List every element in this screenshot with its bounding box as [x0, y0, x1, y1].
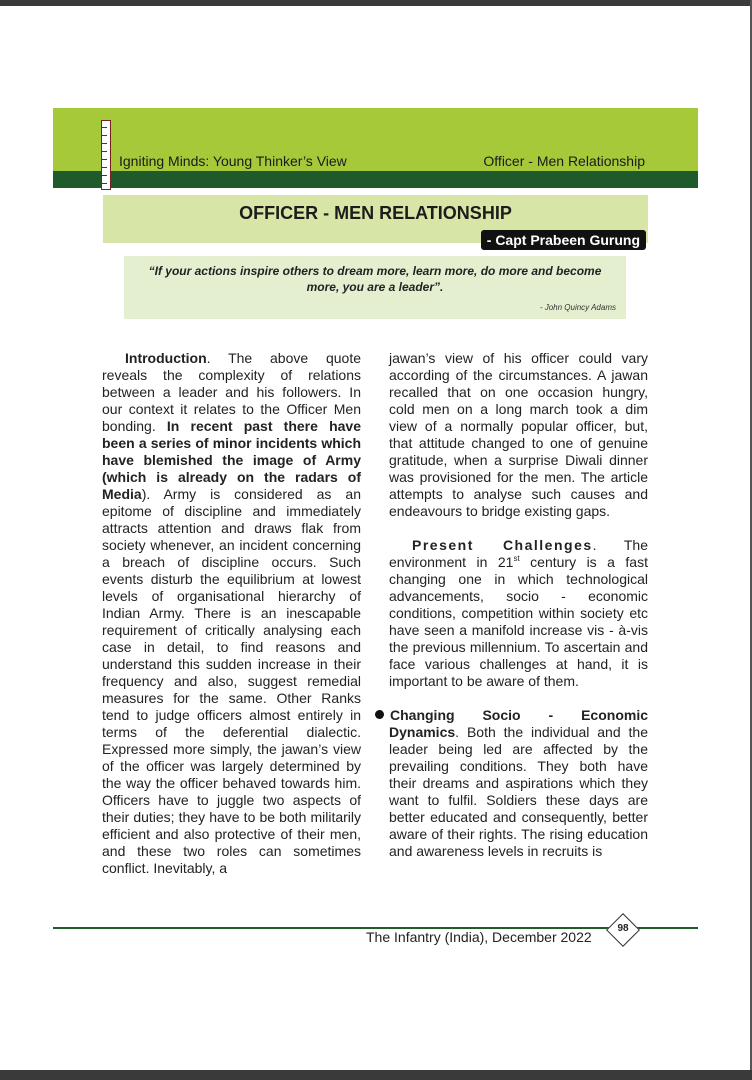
footer-journal: The Infantry (India), December 2022 — [366, 929, 592, 945]
intro-label: Introduction — [125, 350, 207, 366]
intro-paragraph — [102, 350, 361, 877]
intro-bold-text: In recent past there have been a series of minor incidents which have blemished the image of Army (which is already on the radars of Media — [102, 418, 362, 502]
challenges-text-1: . The environment in 21 — [389, 537, 648, 570]
bullet-icon — [375, 710, 384, 719]
header-article-title: Officer - Men Relationship — [483, 153, 645, 169]
challenges-paragraph — [389, 537, 648, 690]
page-header-strip — [53, 171, 698, 188]
author-badge: - Capt Prabeen Gurung — [481, 230, 646, 250]
epigraph-line-1: “If your actions inspire others to dream more, learn more, do more and become — [148, 264, 602, 278]
bullet-label: Changing Socio - Economic Dynamics — [389, 707, 648, 740]
thermometer-icon — [101, 120, 111, 190]
epigraph-line-2: more, you are a leader”. — [306, 280, 444, 294]
epigraph-attribution: - John Quincy Adams — [539, 303, 616, 312]
epigraph-box — [124, 256, 626, 319]
header-section-title: Igniting Minds: Young Thinker’s View — [119, 153, 347, 169]
challenges-text-2: century is a fast changing one in which technological advancements, socio - economic conditions, competition within society etc have seen a manifold increase vis - à-vis the previous millennium. To ascertain and face various challenges at hand, it is important to be aware of them. — [389, 554, 648, 689]
epigraph-quote — [132, 263, 618, 295]
window-bottom-bar — [0, 1070, 752, 1080]
text-column-right — [389, 350, 648, 860]
continuation-paragraph: jawan’s view of his officer could vary according of the circumstances. A jawan recalled that on one occasion hungry, cold men on a long march took a dim view of a normally popular officer, but, that attitude changed to one of genuine gratitude, when a surprise Diwali dinner was provisioned for the men. The article attempts to analyse such causes and endeavours to bridge existing gaps. — [389, 350, 648, 519]
window-top-bar — [0, 0, 752, 6]
intro-text-1: . The above quote reveals the complexity of relations between a leader and his followers. In our context it relates to the Officer Men bonding. — [102, 350, 361, 434]
intro-text-2: ). Army is considered as an epitome of discipline and immediately attracts attention and draws flak from society whenever, an incident concerning a breach of discipline occurs. Such events disturb the equilibrium at lowest levels of organisational hierarchy of Indian Army. There is an inescapable requirement of critically analysing each case in detail, to find reasons and understand this sudden increase in their frequency and also, suggest remedial measures for the same. Other Ranks tend to judge officers almost entirely in terms of the deferential dialectic. Expressed more simply, the jawan’s view of the officer was largely determined by the way the officer behaved towards him. Officers have to juggle two aspects of their duties; they have to be both militarily efficient and also protective of their men, and these two roles can sometimes conflict. Inevitably, a — [102, 486, 361, 876]
article-title: OFFICER - MEN RELATIONSHIP — [239, 203, 512, 223]
challenges-superscript: st — [513, 554, 520, 563]
page-number: 98 — [617, 923, 629, 934]
text-column-left — [102, 350, 361, 877]
article-title-box — [103, 195, 648, 248]
bullet-text: . Both the individual and the leader being led are affected by the prevailing conditions. They both have their dreams and aspirations which they want to fulfil. Soldiers these days are better educated and consequently, better aware of their rights. The rising education and awareness levels in recruits is — [389, 724, 648, 859]
bullet-paragraph — [389, 707, 648, 860]
challenges-label: Present Challenges — [412, 537, 593, 553]
